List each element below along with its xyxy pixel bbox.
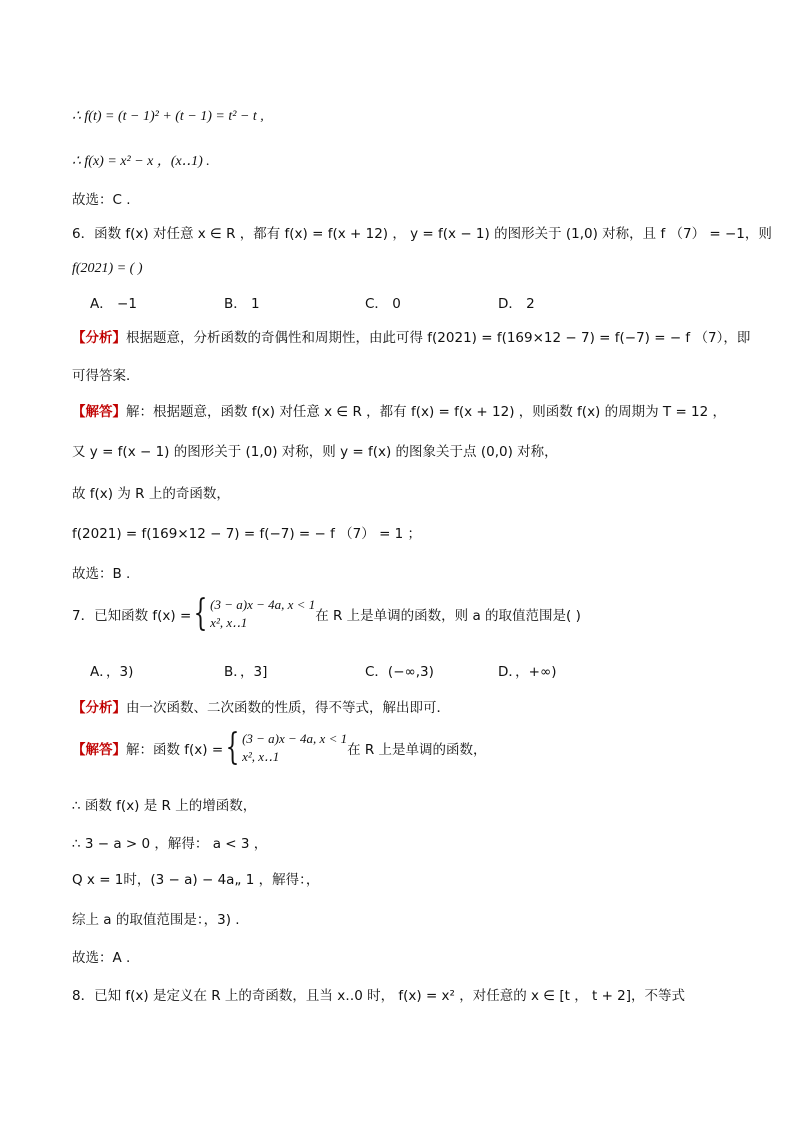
text-line: 可得答案．	[72, 368, 140, 384]
option-a: A．，3)	[90, 664, 134, 680]
analysis-7: 【分析】由一次函数、二次函数的性质，得不等式，解出即可．	[72, 700, 450, 716]
text-line: 综上 a 的取值范围是：，3) .	[72, 912, 240, 928]
solution-6: 【解答】解：根据题意，函数 f(x) 对任意 x ∈ R ，都有 f(x) = f(x + 12) ，则函数 f(x) 的周期为 T = 12 ，	[72, 404, 727, 420]
text-line: Q x = 1时，(3 − a) − 4a„ 1 ，解得：，	[72, 872, 320, 888]
option-b: B． 1	[224, 296, 260, 312]
analysis-tag: 【分析】	[72, 330, 126, 346]
text-line: ∴ f(x) = x² − x ，(x‥1) .	[72, 154, 210, 169]
text-line: ∴ 函数 f(x) 是 R 上的增函数，	[72, 798, 257, 814]
text-line: 故选：A .	[72, 950, 131, 966]
question-6: 6．函数 f(x) 对任意 x ∈ R ，都有 f(x) = f(x + 12) ， y = f(x − 1) 的图形关于 (1,0) 对称，且 f （7） = −1，则	[72, 226, 772, 242]
question-6-stem: f(2021) = ( )	[72, 261, 143, 276]
brace: {	[193, 593, 208, 634]
option-d: D．，+∞)	[498, 664, 557, 680]
option-c: C． 0	[365, 296, 401, 312]
piecewise-cases: (3 − a)x − 4a, x < 1 x², x‥1	[210, 597, 316, 630]
analysis-tag: 【分析】	[72, 700, 126, 716]
text-line: 故 f(x) 为 R 上的奇函数，	[72, 486, 230, 502]
solution-7: 【解答】 解：函数 f(x) = { (3 − a)x − 4a, x < 1 x², x‥1 在 R 上是单调的函数，	[72, 727, 487, 768]
question-7: 7．已知函数 f(x) = { (3 − a)x − 4a, x < 1 x², x‥1 在 R 上是单调的函数，则 a 的取值范围是( )	[72, 593, 581, 634]
option-a: A． −1	[90, 296, 137, 312]
solution-tag: 【解答】	[72, 742, 126, 758]
text-line: ∴ f(t) = (t − 1)² + (t − 1) = t² − t ,	[72, 109, 264, 124]
option-d: D． 2	[498, 296, 535, 312]
solution-tag: 【解答】	[72, 404, 126, 420]
option-b: B．，3]	[224, 664, 268, 680]
text-line: 故选：B .	[72, 566, 131, 582]
text-line: 又 y = f(x − 1) 的图形关于 (1,0) 对称，则 y = f(x) 的图象关于点 (0,0) 对称，	[72, 444, 558, 460]
piecewise-cases: (3 − a)x − 4a, x < 1 x², x‥1	[242, 731, 348, 764]
brace: {	[225, 727, 240, 768]
text-line: 故选：C .	[72, 192, 131, 208]
text-line: f(2021) = f(169×12 − 7) = f(−7) = − f （7） = 1 ；	[72, 526, 422, 542]
text-line: ∴ 3 − a > 0 ，解得： a < 3 ，	[72, 836, 268, 852]
analysis-6: 【分析】根据题意，分析函数的奇偶性和周期性，由此可得 f(2021) = f(169×12 − 7) = f(−7) = − f （7），即	[72, 330, 751, 346]
question-8: 8．已知 f(x) 是定义在 R 上的奇函数，且当 x‥0 时， f(x) = x² ，对任意的 x ∈ [t ， t + 2]，不等式	[72, 988, 686, 1004]
option-c: C．(−∞,3)	[365, 664, 434, 680]
